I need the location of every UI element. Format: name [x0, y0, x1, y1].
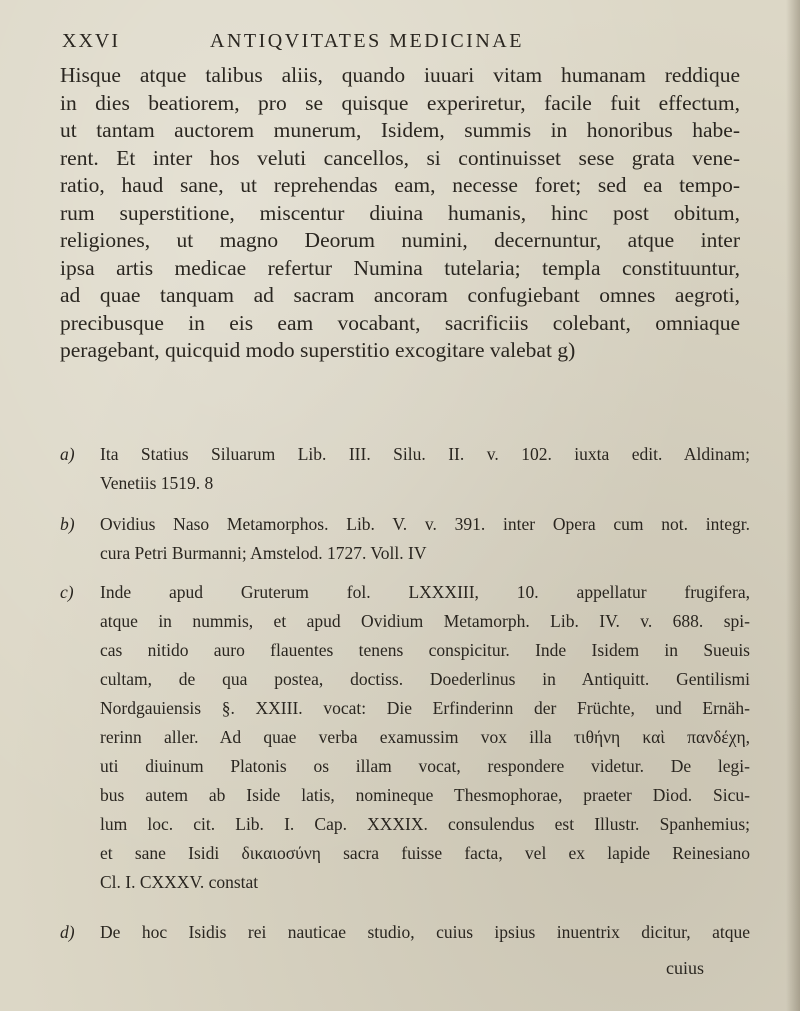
footnote-marker: c)	[60, 582, 74, 602]
footnote-line: et sane Isidi δικαιοσύνη sacra fuisse facta, vel ex lapide Reinesiano	[100, 843, 750, 863]
footnote-line: cas nitido auro flauentes tenens conspicitur. Inde Isidem in Sueuis	[100, 640, 750, 660]
footnote-line: De hoc Isidis rei nauticae studio, cuius ipsius inuentrix dicitur, atque	[100, 922, 750, 942]
running-header	[62, 30, 722, 60]
running-title: ANTIQVITATES MEDICINAE	[210, 30, 524, 52]
page-number: XXVI	[62, 30, 120, 52]
text-line: ratio, haud sane, ut reprehendas eam, necesse foret; sed ea tempo-	[60, 173, 740, 197]
text-line: precibusque in eis eam vocabant, sacrificiis colebant, omniaque	[60, 310, 740, 335]
text-line: rent. Et inter hos veluti cancellos, si continuisset sese grata vene-	[60, 145, 740, 170]
footnote-a	[60, 440, 750, 498]
text-line: ut tantam auctorem munerum, Isidem, summis in honoribus habe-	[60, 118, 740, 142]
text-line: rum superstitione, miscentur diuina humanis, hinc post obitum,	[60, 200, 740, 225]
footnote-marker: d)	[60, 922, 75, 942]
footnote-line: Nordgauiensis §. XXIII. vocat: Die Erfinderinn der Früchte, und Ernäh-	[100, 698, 750, 718]
footnote-c	[60, 578, 750, 897]
footnote-line: cultam, de qua postea, doctiss. Doederlinus in Antiquitt. Gentilismi	[100, 669, 750, 689]
text-line: ipsa artis medicae refertur Numina tutelaria; templa constituuntur,	[60, 255, 740, 280]
footnote-b	[60, 510, 750, 568]
footnote-d	[60, 918, 750, 947]
footnote-marker: a)	[60, 444, 75, 464]
footnote-line: atque in nummis, et apud Ovidium Metamorph. Lib. IV. v. 688. spi-	[100, 611, 750, 631]
footnote-line: cura Petri Burmanni; Amstelod. 1727. Voll. IV	[100, 543, 427, 563]
footnote-line: lum loc. cit. Lib. I. Cap. XXXIX. consulendus est Illustr. Spanhemius;	[100, 814, 750, 834]
footnote-marker: b)	[60, 514, 75, 534]
footnote-line: Ovidius Naso Metamorphos. Lib. V. v. 391. inter Opera cum not. integr.	[100, 514, 750, 534]
footnote-line: Venetiis 1519. 8	[100, 473, 214, 493]
footnote-line: rerinn aller. Ad quae verba examussim vox illa τιθήνη καὶ πανδέχη,	[100, 727, 750, 747]
catchword: cuius	[666, 958, 704, 978]
text-line: religiones, ut magno Deorum numini, decernuntur, atque inter	[60, 228, 740, 252]
footnote-line: uti diuinum Platonis os illam vocat, respondere videtur. De legi-	[100, 756, 750, 776]
text-line: Hisque atque talibus aliis, quando iuuari vitam humanam reddique	[60, 63, 740, 87]
text-line: peragebant, quicquid modo superstitio excogitare valebat g)	[60, 338, 576, 362]
text-line: in dies beatiorem, pro se quisque experiretur, facile fuit effectum,	[60, 90, 740, 115]
footnote-line: bus autem ab Iside latis, nomineque Thesmophorae, praeter Diod. Sicu-	[100, 785, 750, 805]
footnote-line: Cl. I. CXXXV. constat	[100, 872, 259, 892]
footnote-line: Ita Statius Siluarum Lib. III. Silu. II. v. 102. iuxta edit. Aldinam;	[100, 444, 750, 464]
page-edge-shadow	[786, 0, 800, 1011]
footnote-line: Inde apud Gruterum fol. LXXXIII, 10. appellatur frugifera,	[100, 582, 750, 602]
text-line: ad quae tanquam ad sacram ancoram confugiebant omnes aegroti,	[60, 283, 740, 307]
main-text	[60, 62, 740, 365]
